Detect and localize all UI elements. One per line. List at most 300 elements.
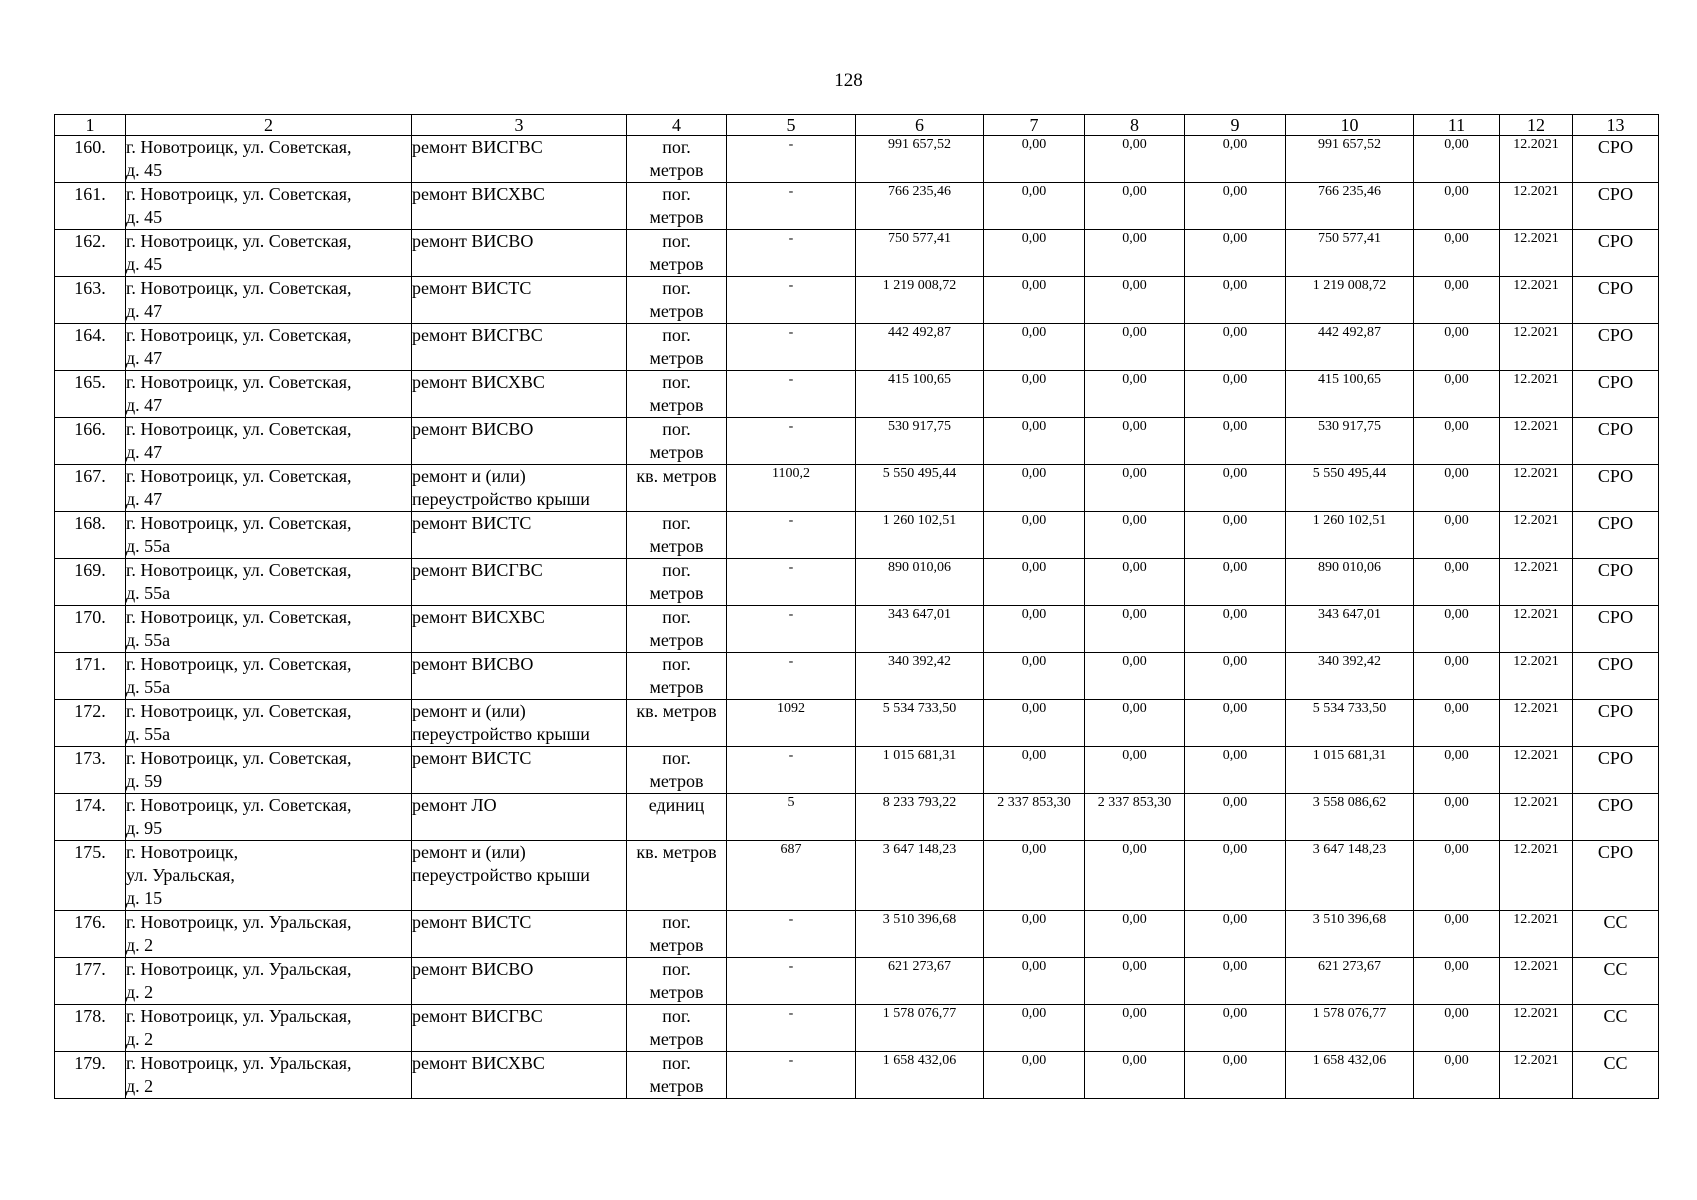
col10-cell [1286, 136, 1414, 183]
volume-cell [727, 606, 856, 653]
unit-cell [627, 841, 727, 911]
deadline-cell [1500, 606, 1573, 653]
col9-cell [1185, 1005, 1286, 1052]
volume-value: - [788, 912, 794, 927]
col7-value: 0,00 [1021, 372, 1047, 387]
col9-cell [1185, 230, 1286, 277]
address-line: д. 2 [126, 1029, 154, 1049]
volume-cell [727, 183, 856, 230]
col7-cell [984, 841, 1085, 911]
volume-value: - [788, 560, 794, 575]
work-type-cell [412, 230, 627, 277]
deadline-cell [1500, 230, 1573, 277]
col7-cell [984, 136, 1085, 183]
col10-cell [1286, 911, 1414, 958]
row-number-cell [55, 606, 126, 653]
col9-cell [1185, 700, 1286, 747]
work-type-line: ремонт ВИСХВС [412, 1053, 545, 1073]
volume-cell [727, 277, 856, 324]
unit-cell [627, 747, 727, 794]
address-cell [126, 700, 412, 747]
col10-cell [1286, 230, 1414, 277]
col9-value: 0,00 [1222, 748, 1248, 763]
unit-line: единиц [648, 795, 705, 815]
row-number-cell [55, 465, 126, 512]
col8-value: 0,00 [1122, 184, 1147, 199]
table-row [55, 230, 1659, 277]
col8-cell [1085, 277, 1185, 324]
address-line: д. 2 [126, 982, 154, 1002]
total-cost-value: 3 510 396,68 [882, 912, 957, 927]
col11-cell [1414, 841, 1500, 911]
deadline-value: 12.2021 [1513, 912, 1559, 927]
volume-cell [727, 512, 856, 559]
address-line: д. 55а [126, 724, 171, 744]
method-cell [1573, 512, 1659, 559]
col9-value: 0,00 [1222, 795, 1248, 810]
method-value: СРО [1597, 231, 1634, 251]
column-header: 3 [412, 115, 627, 136]
work-type-cell [412, 512, 627, 559]
volume-value: 1100,2 [772, 466, 810, 481]
col7-value: 2 337 853,30 [997, 795, 1071, 810]
address-line: д. 45 [126, 254, 163, 274]
method-cell [1573, 371, 1659, 418]
total-cost-value: 340 392,42 [888, 654, 951, 669]
col9-value: 0,00 [1222, 912, 1248, 927]
total-cost-value: 8 233 793,22 [882, 795, 957, 810]
unit-cell [627, 277, 727, 324]
unit-line: пог. [662, 231, 691, 251]
method-cell [1573, 230, 1659, 277]
row-number-cell [55, 230, 126, 277]
col10-cell [1286, 1052, 1414, 1099]
col8-value: 0,00 [1122, 372, 1147, 387]
volume-value: - [788, 959, 794, 974]
method-value: СРО [1597, 466, 1634, 486]
col11-value: 0,00 [1444, 372, 1469, 387]
method-value: СРО [1597, 654, 1634, 674]
col10-cell [1286, 418, 1414, 465]
total-cost-cell [856, 911, 984, 958]
col11-cell [1414, 183, 1500, 230]
col11-cell [1414, 512, 1500, 559]
col7-cell [984, 606, 1085, 653]
work-type-cell [412, 747, 627, 794]
col8-cell [1085, 324, 1185, 371]
address-line: д. 45 [126, 160, 163, 180]
col10-value: 766 235,46 [1318, 184, 1381, 199]
method-value: СС [1603, 959, 1628, 979]
unit-cell [627, 559, 727, 606]
col11-cell [1414, 653, 1500, 700]
unit-line: метров [649, 935, 704, 955]
unit-line: пог. [662, 278, 691, 298]
table-row [55, 1052, 1659, 1099]
total-cost-cell [856, 700, 984, 747]
deadline-value: 12.2021 [1513, 748, 1559, 763]
method-value: СС [1603, 1006, 1628, 1026]
total-cost-value: 1 260 102,51 [882, 513, 957, 528]
method-cell [1573, 465, 1659, 512]
volume-value: - [788, 231, 794, 246]
deadline-value: 12.2021 [1513, 231, 1559, 246]
deadline-value: 12.2021 [1513, 137, 1559, 152]
volume-cell [727, 418, 856, 465]
address-line: г. Новотроицк, ул. Уральская, [126, 912, 352, 932]
row-number: 163. [74, 278, 106, 298]
col9-value: 0,00 [1222, 1006, 1248, 1021]
address-cell [126, 911, 412, 958]
method-cell [1573, 747, 1659, 794]
volume-value: - [788, 748, 794, 763]
col7-cell [984, 559, 1085, 606]
address-line: г. Новотроицк, ул. Советская, [126, 184, 352, 204]
col8-value: 0,00 [1122, 466, 1147, 481]
col7-value: 0,00 [1021, 231, 1047, 246]
deadline-cell [1500, 371, 1573, 418]
row-number: 179. [74, 1053, 106, 1073]
unit-cell [627, 1052, 727, 1099]
unit-line: метров [649, 1076, 704, 1096]
unit-line: пог. [662, 748, 691, 768]
address-line: д. 55а [126, 583, 171, 603]
col9-value: 0,00 [1222, 654, 1248, 669]
col10-cell [1286, 324, 1414, 371]
address-cell [126, 465, 412, 512]
col9-value: 0,00 [1222, 607, 1248, 622]
address-line: д. 47 [126, 348, 163, 368]
unit-line: пог. [662, 1006, 691, 1026]
work-type-cell [412, 465, 627, 512]
address-cell [126, 747, 412, 794]
col10-cell [1286, 747, 1414, 794]
col8-cell [1085, 136, 1185, 183]
deadline-value: 12.2021 [1513, 372, 1559, 387]
col10-value: 442 492,87 [1318, 325, 1381, 340]
row-number: 168. [74, 513, 106, 533]
volume-cell [727, 653, 856, 700]
col9-value: 0,00 [1222, 701, 1248, 716]
volume-cell [727, 371, 856, 418]
col8-value: 2 337 853,30 [1097, 795, 1172, 810]
col8-value: 0,00 [1122, 959, 1147, 974]
total-cost-cell [856, 958, 984, 1005]
deadline-cell [1500, 794, 1573, 841]
col8-value: 0,00 [1122, 278, 1147, 293]
col11-value: 0,00 [1444, 654, 1469, 669]
col8-value: 0,00 [1122, 607, 1147, 622]
col7-value: 0,00 [1021, 560, 1047, 575]
work-type-cell [412, 653, 627, 700]
column-header: 6 [856, 115, 984, 136]
deadline-value: 12.2021 [1513, 654, 1559, 669]
row-number-cell [55, 841, 126, 911]
col10-value: 1 260 102,51 [1312, 513, 1387, 528]
total-cost-value: 991 657,52 [888, 137, 951, 152]
address-line: г. Новотроицк, ул. Советская, [126, 325, 352, 345]
address-cell [126, 324, 412, 371]
volume-cell [727, 559, 856, 606]
deadline-value: 12.2021 [1513, 466, 1559, 481]
col8-value: 0,00 [1122, 842, 1147, 857]
unit-cell [627, 183, 727, 230]
address-line: д. 47 [126, 301, 163, 321]
col10-cell [1286, 277, 1414, 324]
col7-cell [984, 653, 1085, 700]
col10-cell [1286, 794, 1414, 841]
work-type-cell [412, 277, 627, 324]
work-type-cell [412, 418, 627, 465]
col11-value: 0,00 [1444, 184, 1469, 199]
col10-cell [1286, 559, 1414, 606]
total-cost-cell [856, 371, 984, 418]
table-row [55, 794, 1659, 841]
deadline-cell [1500, 841, 1573, 911]
col11-cell [1414, 418, 1500, 465]
col8-cell [1085, 1052, 1185, 1099]
address-line: ул. Уральская, [126, 865, 235, 885]
col7-cell [984, 747, 1085, 794]
work-type-line: ремонт ВИСХВС [412, 184, 545, 204]
col11-value: 0,00 [1444, 513, 1469, 528]
total-cost-cell [856, 418, 984, 465]
deadline-value: 12.2021 [1513, 278, 1559, 293]
col8-cell [1085, 794, 1185, 841]
col10-value: 1 658 432,06 [1312, 1053, 1387, 1068]
col8-cell [1085, 606, 1185, 653]
col10-cell [1286, 653, 1414, 700]
work-type-cell [412, 183, 627, 230]
table-row [55, 136, 1659, 183]
col8-cell [1085, 841, 1185, 911]
col11-cell [1414, 958, 1500, 1005]
col10-cell [1286, 1005, 1414, 1052]
work-type-line: ремонт ВИСГВС [412, 560, 543, 580]
method-value: СРО [1597, 325, 1634, 345]
address-line: д. 47 [126, 395, 163, 415]
unit-line: кв. метров [636, 466, 717, 486]
col10-value: 3 558 086,62 [1312, 795, 1387, 810]
col9-cell [1185, 277, 1286, 324]
col8-cell [1085, 418, 1185, 465]
deadline-value: 12.2021 [1513, 795, 1559, 810]
work-type-line: переустройство крыши [412, 865, 590, 885]
col10-cell [1286, 465, 1414, 512]
address-line: г. Новотроицк, ул. Уральская, [126, 1053, 352, 1073]
col11-value: 0,00 [1444, 959, 1469, 974]
col11-value: 0,00 [1444, 325, 1469, 340]
table-row [55, 958, 1659, 1005]
work-type-cell [412, 136, 627, 183]
work-type-line: переустройство крыши [412, 724, 590, 744]
volume-cell [727, 958, 856, 1005]
col11-value: 0,00 [1444, 419, 1469, 434]
row-number: 161. [74, 184, 106, 204]
col7-value: 0,00 [1021, 184, 1047, 199]
address-line: г. Новотроицк, ул. Советская, [126, 560, 352, 580]
col11-value: 0,00 [1444, 1053, 1469, 1068]
work-type-cell [412, 371, 627, 418]
total-cost-value: 343 647,01 [888, 607, 951, 622]
col10-value: 621 273,67 [1318, 959, 1381, 974]
col7-value: 0,00 [1021, 701, 1047, 716]
total-cost-value: 3 647 148,23 [882, 842, 957, 857]
col9-cell [1185, 653, 1286, 700]
address-line: г. Новотроицк, ул. Советская, [126, 748, 352, 768]
address-line: д. 2 [126, 1076, 154, 1096]
method-cell [1573, 794, 1659, 841]
row-number-cell [55, 371, 126, 418]
col9-value: 0,00 [1222, 137, 1248, 152]
unit-line: пог. [662, 959, 691, 979]
address-line: г. Новотроицк, ул. Советская, [126, 419, 352, 439]
work-type-cell [412, 841, 627, 911]
column-header: 10 [1286, 115, 1414, 136]
col11-cell [1414, 747, 1500, 794]
col7-cell [984, 465, 1085, 512]
col9-value: 0,00 [1222, 959, 1248, 974]
unit-cell [627, 606, 727, 653]
method-value: СРО [1597, 419, 1634, 439]
col7-cell [984, 911, 1085, 958]
col10-cell [1286, 700, 1414, 747]
unit-line: метров [649, 207, 704, 227]
col8-value: 0,00 [1122, 748, 1147, 763]
row-number: 162. [74, 231, 106, 251]
col9-cell [1185, 324, 1286, 371]
work-type-line: ремонт ВИСТС [412, 513, 532, 533]
method-value: СРО [1597, 372, 1634, 392]
row-number-cell [55, 1052, 126, 1099]
volume-value: - [788, 278, 794, 293]
column-header: 4 [627, 115, 727, 136]
col7-cell [984, 700, 1085, 747]
row-number: 166. [74, 419, 106, 439]
col10-cell [1286, 371, 1414, 418]
unit-line: метров [649, 630, 704, 650]
address-line: г. Новотроицк, ул. Советская, [126, 231, 352, 251]
work-type-line: ремонт ВИСХВС [412, 372, 545, 392]
volume-value: - [788, 372, 794, 387]
col11-value: 0,00 [1444, 912, 1469, 927]
unit-cell [627, 794, 727, 841]
address-line: г. Новотроицк, ул. Советская, [126, 372, 352, 392]
column-header: 9 [1185, 115, 1286, 136]
col11-value: 0,00 [1444, 278, 1469, 293]
col7-value: 0,00 [1021, 325, 1047, 340]
col9-value: 0,00 [1222, 560, 1248, 575]
col7-cell [984, 1052, 1085, 1099]
col10-cell [1286, 512, 1414, 559]
col7-cell [984, 277, 1085, 324]
work-type-cell [412, 1052, 627, 1099]
work-type-line: ремонт ЛО [412, 795, 497, 815]
col8-cell [1085, 230, 1185, 277]
address-line: г. Новотроицк, ул. Советская, [126, 278, 352, 298]
volume-value: - [788, 184, 794, 199]
row-number-cell [55, 747, 126, 794]
row-number: 174. [74, 795, 106, 815]
table-row [55, 747, 1659, 794]
unit-line: метров [649, 395, 704, 415]
col10-cell [1286, 606, 1414, 653]
row-number: 171. [74, 654, 106, 674]
col9-cell [1185, 136, 1286, 183]
table-row [55, 700, 1659, 747]
row-number: 169. [74, 560, 106, 580]
unit-cell [627, 418, 727, 465]
unit-line: метров [649, 1029, 704, 1049]
work-type-line: ремонт ВИСГВС [412, 325, 543, 345]
work-type-cell [412, 911, 627, 958]
row-number: 167. [74, 466, 106, 486]
col10-cell [1286, 958, 1414, 1005]
col9-value: 0,00 [1222, 231, 1248, 246]
col9-value: 0,00 [1222, 372, 1248, 387]
col7-value: 0,00 [1021, 959, 1047, 974]
col11-cell [1414, 700, 1500, 747]
col11-cell [1414, 1052, 1500, 1099]
deadline-cell [1500, 1005, 1573, 1052]
unit-line: пог. [662, 607, 691, 627]
address-line: г. Новотроицк, ул. Советская, [126, 466, 352, 486]
unit-line: пог. [662, 1053, 691, 1073]
unit-cell [627, 465, 727, 512]
row-number: 164. [74, 325, 106, 345]
column-header: 8 [1085, 115, 1185, 136]
volume-value: 5 [787, 795, 795, 810]
column-header: 2 [126, 115, 412, 136]
address-cell [126, 371, 412, 418]
unit-line: метров [649, 348, 704, 368]
col7-value: 0,00 [1021, 1006, 1047, 1021]
col11-cell [1414, 136, 1500, 183]
col11-cell [1414, 371, 1500, 418]
unit-line: метров [649, 677, 704, 697]
col8-cell [1085, 512, 1185, 559]
total-cost-value: 5 550 495,44 [882, 466, 957, 481]
address-line: д. 55а [126, 630, 171, 650]
volume-value: - [788, 325, 794, 340]
address-line: г. Новотроицк, ул. Советская, [126, 137, 352, 157]
col7-value: 0,00 [1021, 466, 1047, 481]
method-value: СРО [1597, 607, 1634, 627]
unit-line: метров [649, 160, 704, 180]
col9-cell [1185, 794, 1286, 841]
total-cost-cell [856, 230, 984, 277]
col11-value: 0,00 [1444, 1006, 1469, 1021]
volume-cell [727, 465, 856, 512]
col9-cell [1185, 911, 1286, 958]
row-number-cell [55, 183, 126, 230]
method-cell [1573, 700, 1659, 747]
col11-cell [1414, 230, 1500, 277]
row-number-cell [55, 794, 126, 841]
address-cell [126, 277, 412, 324]
col10-value: 5 550 495,44 [1312, 466, 1387, 481]
work-type-line: ремонт и (или) [412, 701, 526, 721]
work-type-line: ремонт ВИСТС [412, 748, 532, 768]
col10-value: 5 534 733,50 [1312, 701, 1387, 716]
unit-line: метров [649, 583, 704, 603]
col8-cell [1085, 465, 1185, 512]
unit-cell [627, 136, 727, 183]
address-line: д. 2 [126, 935, 154, 955]
method-cell [1573, 277, 1659, 324]
registry-table [54, 114, 1659, 1099]
volume-value: 1092 [777, 701, 805, 716]
